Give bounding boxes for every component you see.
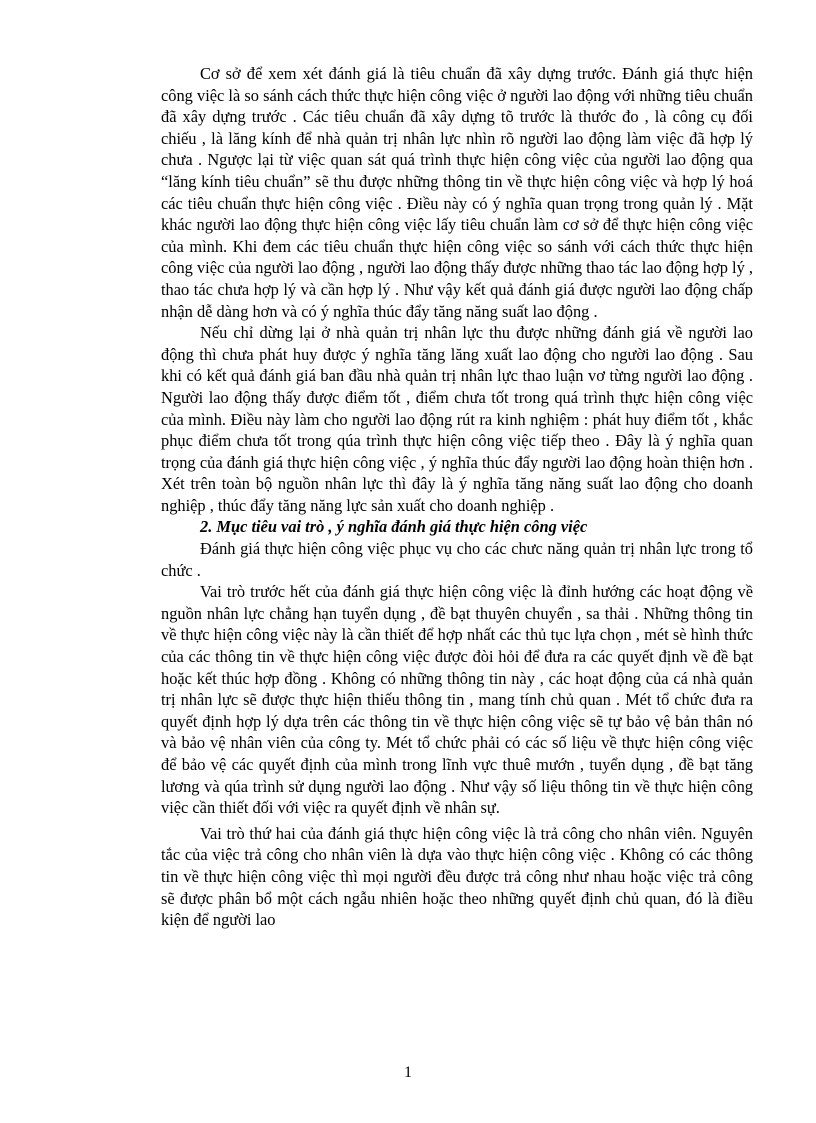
paragraph-evaluation-meaning: Nếu chỉ dừng lại ở nhà quản trị nhân lực thu được những đánh giá về người lao động thì chưa phát huy được ý nghĩa tăng lăng xuất lao động cho người lao động . Sau khi có kết quả đánh giá ban đầu nhà quản trị nhân lực thao luận vơ từng người lao động . Người lao động thấy được điểm tốt , điểm chưa tốt trong quá trình thực hiện công việc của mình. Điều này làm cho người lao động rút ra kinh nghiệm : phát huy điểm tốt , khắc phục điểm chưa tốt trong qúa trình thực hiện công việc tiếp theo . Đây là ý nghĩa quan trọng của đánh giá thực hiện công việc , ý nghĩa thúc đẩy người lao động hoàn thiện hơn . Xét trên toàn bộ nguồn nhân lực thì đây là ý nghĩa tăng năng suất lao động cho doanh nghiệp , thúc đẩy tăng năng lực sản xuất cho doanh nghiệp . (161, 323, 753, 515)
paragraph-evaluation-basis: Cơ sở để xem xét đánh giá là tiêu chuẩn đã xây dựng trước. Đánh giá thực hiện công việc là so sánh cách thức thực hiện công việc ở người lao động với những tiêu chuẩn đã xây dựng trước . Các tiêu chuẩn đã xây dựng tõ trước là thước đo , là công cụ đối chiếu , là lăng kính để nhà quản trị nhân lực nhìn rõ người lao động làm việc đã hợp lý chưa . Ngược lại từ việc quan sát quá trình thực hiện công việc của người lao động qua “lăng kính tiêu chuẩn” sẽ thu được những thông tin về thực hiện công việc và hợp lý hoá các tiêu chuẩn thực hiện công việc . Điều này có ý nghĩa quan trọng trong quản lý . Mặt khác người lao động thực hiện công việc lấy tiêu chuẩn làm cơ sở để thực hiện công việc của mình. Khi đem các tiêu chuẩn thực hiện công việc so sánh với cách thức thực hiện công việc của người lao động , người lao động thấy được những thao tác lao động hợp lý , thao tác chưa hợp lý và cần hợp lý . Như vậy kết quả đánh giá được người lao động chấp nhận dễ dàng hơn và có ý nghĩa thúc đẩy tăng năng suất lao động . (161, 64, 753, 321)
section-heading: 2. Mục tiêu vai trò , ý nghĩa đánh giá thực hiện công việc (200, 517, 588, 537)
paragraph-second-role: Vai trò thứ hai của đánh giá thực hiện công việc là trả công cho nhân viên. Nguyên tắc của việc trả công cho nhân viên là dựa vào thực hiện công việc . Không có các thông tin về thực hiện công việc thì mọi người đều được trả công như nhau hoặc việc trả công sẽ được phân bổ một cách ngẫu nhiên hoặc theo những quyết định chủ quan, đó là điều kiện để người lao (161, 823, 753, 930)
paragraph-hr-functions: Đánh giá thực hiện công việc phục vụ cho các chưc năng quản trị nhân lực trong tổ chức . (161, 539, 753, 580)
paragraph-first-role: Vai trò trước hết của đánh giá thực hiện công việc là đỉnh hướng các hoạt động về nguồn nhân lực chẳng hạn tuyển dụng , đề bạt thuyên chuyển , sa thải . Những thông tin về thực hiện công việc này là cần thiết để hợp nhất các thủ tục lựa chọn , mét sè hình thức của các thông tin về thực hiện công việc được đòi hỏi để đưa ra các quyết định về đề bạt hoặc kết thúc hợp đồng . Không có những thông tin này , các hoạt động của cá nhà quản trị nhân lực sẽ được thực hiện thiếu thông tin , mang tính chủ quan . Mét tổ chức đưa ra quyết định hợp lý dựa trên các thông tin về thực hiện công việc sẽ tự bảo vệ bản thân nó và bảo vệ nhân viên của công ty. Mét tổ chức phải có các số liệu về thực hiện công việc để bảo vệ các quyết định của mình trong lĩnh vực thuê mướn , tuyển dụng , đề bạt tăng lương và qúa trình sử dụng người lao động . Như vậy số liệu thông tin về thực hiện công việc cần thiết đối với việc ra quyết định về nhân sự. (161, 582, 753, 818)
document-page (161, 63, 753, 931)
page-number: 1 (404, 1064, 412, 1081)
